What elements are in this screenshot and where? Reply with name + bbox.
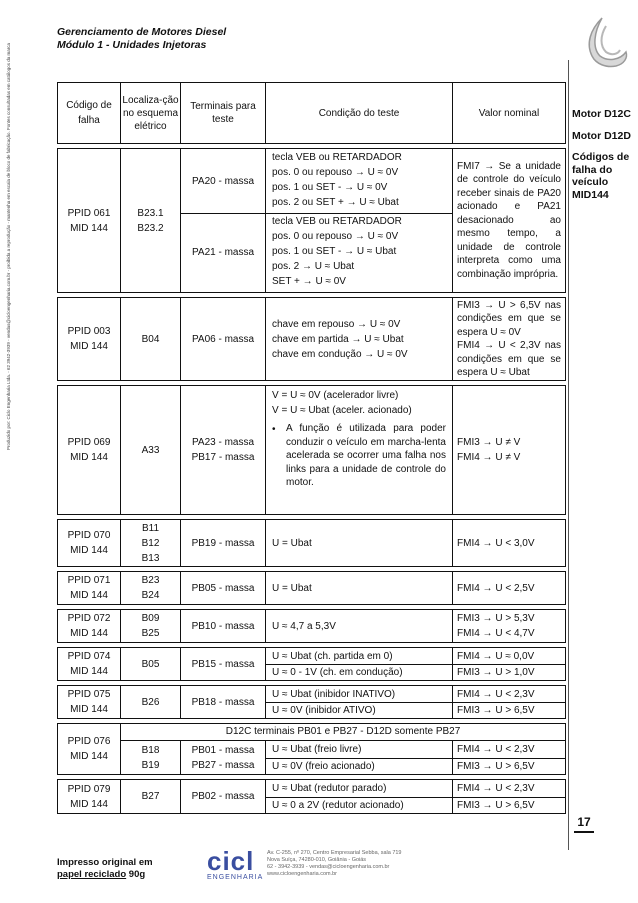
fault-code: PPID 074 [67, 651, 111, 662]
location: B05 [120, 648, 180, 680]
document-title: Gerenciamento de Motores Diesel [57, 26, 227, 38]
terminal: PB15 - massa [180, 648, 265, 680]
bullet-icon: • [272, 424, 276, 435]
nominal-value: FMI4 → U ≈ 0,0V [457, 651, 535, 662]
nominal-value: FMI3 → U > 6,5V [457, 761, 535, 772]
header-location: Localiza-ção no esquema elétrico [120, 83, 180, 143]
nominal-value: FMI4 → U < 2,3V [457, 744, 535, 755]
condition-line: U ≈ 4,7 a 5,3V [265, 610, 452, 642]
nominal-value: FMI4 → U < 2,5V [452, 572, 565, 604]
document-header [57, 26, 226, 52]
nominal-value: FMI3 → U > 5,3V [457, 613, 535, 624]
document-subtitle: Módulo 1 - Unidades Injetoras [57, 39, 207, 51]
condition-line: U ≈ Ubat (redutor parado) [272, 783, 387, 794]
terminal: PA23 - massa [191, 437, 255, 448]
location: B12 [141, 537, 160, 549]
condition-line: U ≈ Ubat (ch. partida em 0) [272, 651, 393, 662]
terminal: PA06 - massa [180, 298, 265, 380]
condition-line: U = Ubat [265, 572, 452, 604]
recycled-paper-text: papel reciclado [57, 869, 127, 880]
condition-block-a [272, 150, 452, 210]
fault-codes-label: Códigos de falha do veículo MID144 [572, 151, 630, 201]
table-row [57, 685, 566, 719]
fault-code: PPID 072 [67, 613, 111, 624]
fault-code: PPID 075 [67, 689, 111, 700]
mid-code: MID 144 [70, 341, 108, 352]
fault-code: PPID 069 [67, 437, 111, 448]
condition-line: SET + → U ≈ 0V [272, 276, 346, 287]
condition-line: pos. 0 ou repouso → U ≈ 0V [272, 231, 399, 242]
location: B13 [141, 552, 160, 564]
table-row [57, 297, 566, 381]
location: B25 [141, 628, 160, 639]
condition-line: U ≈ Ubat (freio livre) [272, 744, 362, 755]
column-header-table [57, 82, 566, 144]
condition-line: pos. 2 ou SET + → U ≈ Ubat [272, 197, 399, 208]
table-row [57, 385, 566, 515]
location: B18 [141, 744, 160, 756]
mid-code: MID 144 [70, 222, 108, 234]
location: B27 [120, 780, 180, 813]
engine-d12d-label: Motor D12D [572, 129, 631, 142]
condition-line: pos. 1 ou SET - → U ≈ 0V [272, 182, 388, 193]
fault-code: PPID 003 [67, 326, 111, 337]
mid-code: MID 144 [70, 452, 108, 463]
condition-block-b [272, 214, 452, 289]
mid-code: MID 144 [70, 751, 108, 762]
location: B23 [141, 575, 160, 586]
margin-rule [568, 60, 569, 850]
location: B19 [141, 759, 160, 771]
brand-swirl-logo [572, 14, 632, 74]
paper-weight: 90g [126, 869, 146, 880]
terminal: PA20 - massa [191, 175, 255, 187]
condition-line: V = U ≈ 0V (acelerador livre) [272, 390, 399, 401]
table-row [57, 519, 566, 567]
address-line: www.cicloengenharia.com.br [267, 871, 338, 877]
header-terminals: Terminais para teste [180, 83, 265, 143]
nominal-value: FMI4 → U < 2,3V [457, 783, 535, 794]
condition-line: chave em condução → U ≈ 0V [272, 348, 408, 360]
fault-code: PPID 070 [67, 530, 111, 541]
engine-d12c-label: Motor D12C [572, 108, 631, 120]
condition-line: tecla VEB ou RETARDADOR [272, 216, 402, 227]
terminal: PB01 - massa [191, 744, 255, 756]
row-divider [180, 213, 452, 214]
fault-code: PPID 071 [67, 575, 111, 586]
terminal: PB27 - massa [191, 759, 255, 771]
condition-line: U ≈ 0 a 2V (redutor acionado) [272, 800, 404, 811]
location: B26 [120, 686, 180, 718]
condition-line: U ≈ Ubat (inibidor INATIVO) [272, 689, 396, 700]
location: A33 [120, 386, 180, 514]
table-row [57, 723, 566, 775]
terminal: PB05 - massa [180, 572, 265, 604]
brand-name: cicl [207, 846, 255, 876]
condition-line: U ≈ 0 - 1V (ch. em condução) [272, 667, 403, 678]
condition-line: tecla VEB ou RETARDADOR [272, 152, 402, 163]
condition-line: pos. 1 ou SET - → U ≈ Ubat [272, 246, 397, 257]
terminal: PB17 - massa [191, 452, 255, 463]
mid-code: MID 144 [70, 545, 108, 556]
condition-line: V = U ≈ Ubat (aceler. acionado) [272, 405, 412, 416]
condition-line: pos. 0 ou repouso → U ≈ 0V [272, 167, 399, 178]
address-line: Nova Suíça, 74280-010, Goiânia - Goiás [267, 857, 367, 863]
brand-subtitle: ENGENHARIA [207, 874, 264, 881]
location: B09 [141, 613, 160, 624]
terminal: PB02 - massa [180, 780, 265, 813]
nominal-value: FMI3 → U > 1,0V [457, 667, 535, 678]
location: B24 [141, 590, 160, 601]
nominal-value: FMI3 → U > 6,5V [457, 800, 535, 811]
location: B11 [141, 522, 160, 534]
nominal-value: FMI3 → U > 6,5V nas condições em que se espera U ≈ 0V [457, 299, 561, 338]
table-row [57, 148, 566, 293]
address-line: Av. C-255, nº 270, Centro Empresarial Sebba, sala 719 [267, 850, 402, 856]
address-line: 62 - 3942-3939 - vendas@cicloengenharia.com.br [267, 864, 390, 870]
location: B04 [120, 298, 180, 380]
mid-code: MID 144 [70, 666, 108, 677]
condition-line: pos. 2 → U ≈ Ubat [272, 261, 355, 272]
mid-code: MID 144 [70, 628, 108, 639]
location: B23.2 [137, 222, 164, 234]
fault-code: PPID 079 [67, 783, 111, 795]
header-condition: Condição do teste [265, 83, 452, 143]
terminal: PA21 - massa [191, 247, 255, 258]
print-note [57, 857, 153, 881]
fault-code: PPID 076 [67, 736, 111, 747]
mid-code: MID 144 [70, 798, 108, 810]
header-code: Código de falha [66, 100, 112, 126]
condition-line: U = Ubat [265, 520, 452, 566]
terminal: PB10 - massa [180, 610, 265, 642]
terminal: PB18 - massa [180, 686, 265, 718]
mid-code: MID 144 [70, 704, 108, 715]
condition-line: U ≈ 0V (freio acionado) [272, 761, 375, 772]
nominal-value: FMI4 → U < 4,7V [457, 628, 535, 639]
condition-note: A função é utilizada para poder conduzir o veículo em marcha-lenta acelerada se ocorrer uma falha nos links para a unidade de controle do motor. [286, 423, 446, 488]
terminal: PB19 - massa [180, 520, 265, 566]
cicl-logo [207, 848, 267, 886]
table-row [57, 779, 566, 814]
header-nominal: Valor nominal [452, 83, 565, 143]
table-row [57, 647, 566, 681]
fault-code: PPID 061 [67, 207, 111, 219]
condition-line: chave em repouso → U ≈ 0V [272, 318, 401, 330]
mid-code: MID 144 [70, 590, 108, 601]
nominal-value: FMI3 → U ≠ V [457, 437, 521, 448]
production-note: Produzido por: Ciclo Engenharia Ltda. - 62 3942-3939 - vendas@cicloengenharia.com.br - proibida a reprodução - mantenha em escala de bloco de fabricação. Fontes consultadas em catálogos da marca [6, 42, 11, 450]
condition-line: chave em partida → U ≈ Ubat [272, 333, 404, 345]
location: B23.1 [137, 207, 164, 219]
nominal-value: FMI7 → Se a unidade de controle do veículo receber sinais de PA20 acionado e PA21 desacionado ao mesmo tempo, a unidade de controle interpreta como uma combinação imprópria. [452, 149, 565, 292]
table-row [57, 571, 566, 605]
sidebar-labels [572, 108, 636, 210]
nominal-value: FMI3 → U > 6,5V [457, 705, 535, 716]
nominal-value: FMI4 → U < 2,3V nas condições em que se espera U ≈ Ubat [457, 340, 561, 378]
condition-bullet [272, 422, 452, 490]
company-address [267, 850, 402, 878]
condition-line: U ≈ 0V (inibidor ATIVO) [272, 705, 376, 716]
nominal-value: FMI4 → U ≠ V [457, 452, 521, 463]
print-note-line: Impresso original em [57, 857, 153, 868]
terminal-note: D12C terminais PB01 e PB27 - D12D somente PB27 [120, 724, 565, 741]
page-number: 17 [574, 815, 594, 833]
nominal-value: FMI4 → U < 3,0V [452, 520, 565, 566]
table-row [57, 609, 566, 643]
nominal-value: FMI4 → U < 2,3V [457, 689, 535, 700]
